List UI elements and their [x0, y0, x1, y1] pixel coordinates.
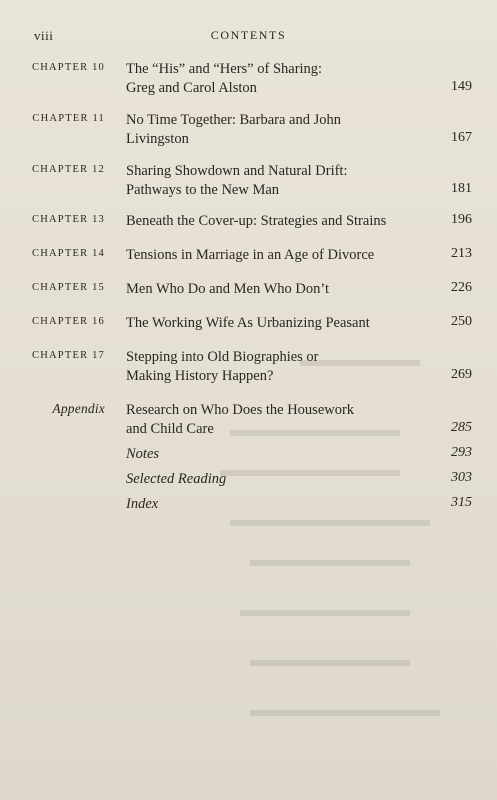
- chapter-title: Tensions in Marriage in an Age of Divorce: [126, 247, 375, 263]
- chapter-title: Beneath the Cover-up: Strategies and Strains: [126, 213, 387, 229]
- chapter-label: CHAPTER 14: [32, 248, 105, 259]
- chapter-label: CHAPTER 10: [32, 62, 105, 73]
- chapter-label: CHAPTER 17: [32, 350, 105, 361]
- page-number: 250: [451, 314, 472, 329]
- page-number: 303: [451, 470, 472, 485]
- page-number: 226: [451, 280, 472, 295]
- chapter-title: The “His” and “Hers” of Sharing: Greg and Carol Alston: [126, 61, 323, 96]
- chapter-label: CHAPTER 13: [32, 214, 105, 225]
- page-number: 181: [451, 181, 472, 196]
- index-title: Index: [126, 496, 159, 512]
- page-number: 293: [451, 445, 472, 460]
- page-number: 269: [451, 367, 472, 382]
- notes-title: Notes: [126, 446, 160, 462]
- appendix-label: Appendix: [52, 401, 105, 416]
- chapter-label: CHAPTER 16: [32, 316, 105, 327]
- page-number: 149: [451, 79, 472, 94]
- page-number: 167: [451, 130, 472, 145]
- page-number: 213: [451, 246, 472, 261]
- page-header: [0, 28, 497, 46]
- chapter-label: CHAPTER 11: [32, 113, 105, 124]
- page-number: 196: [451, 212, 472, 227]
- chapter-title: The Working Wife As Urbanizing Peasant: [126, 315, 370, 331]
- page-number: 315: [451, 495, 472, 510]
- page-folio: viii: [34, 28, 54, 43]
- chapter-title: Sharing Showdown and Natural Drift: Pathways to the New Man: [126, 163, 348, 198]
- chapter-title: Men Who Do and Men Who Don’t: [126, 281, 329, 297]
- running-head: CONTENTS: [210, 28, 287, 42]
- page-number: 285: [451, 420, 472, 435]
- chapter-title: No Time Together: Barbara and John Livingston: [126, 112, 341, 147]
- selected-reading-title: Selected Reading: [126, 471, 227, 487]
- chapter-title: Stepping into Old Biographies or Making History Happen?: [126, 349, 319, 384]
- appendix-title: Research on Who Does the Housework and Child Care: [126, 402, 355, 437]
- chapter-label: CHAPTER 15: [32, 282, 105, 293]
- chapter-label: CHAPTER 12: [32, 164, 105, 175]
